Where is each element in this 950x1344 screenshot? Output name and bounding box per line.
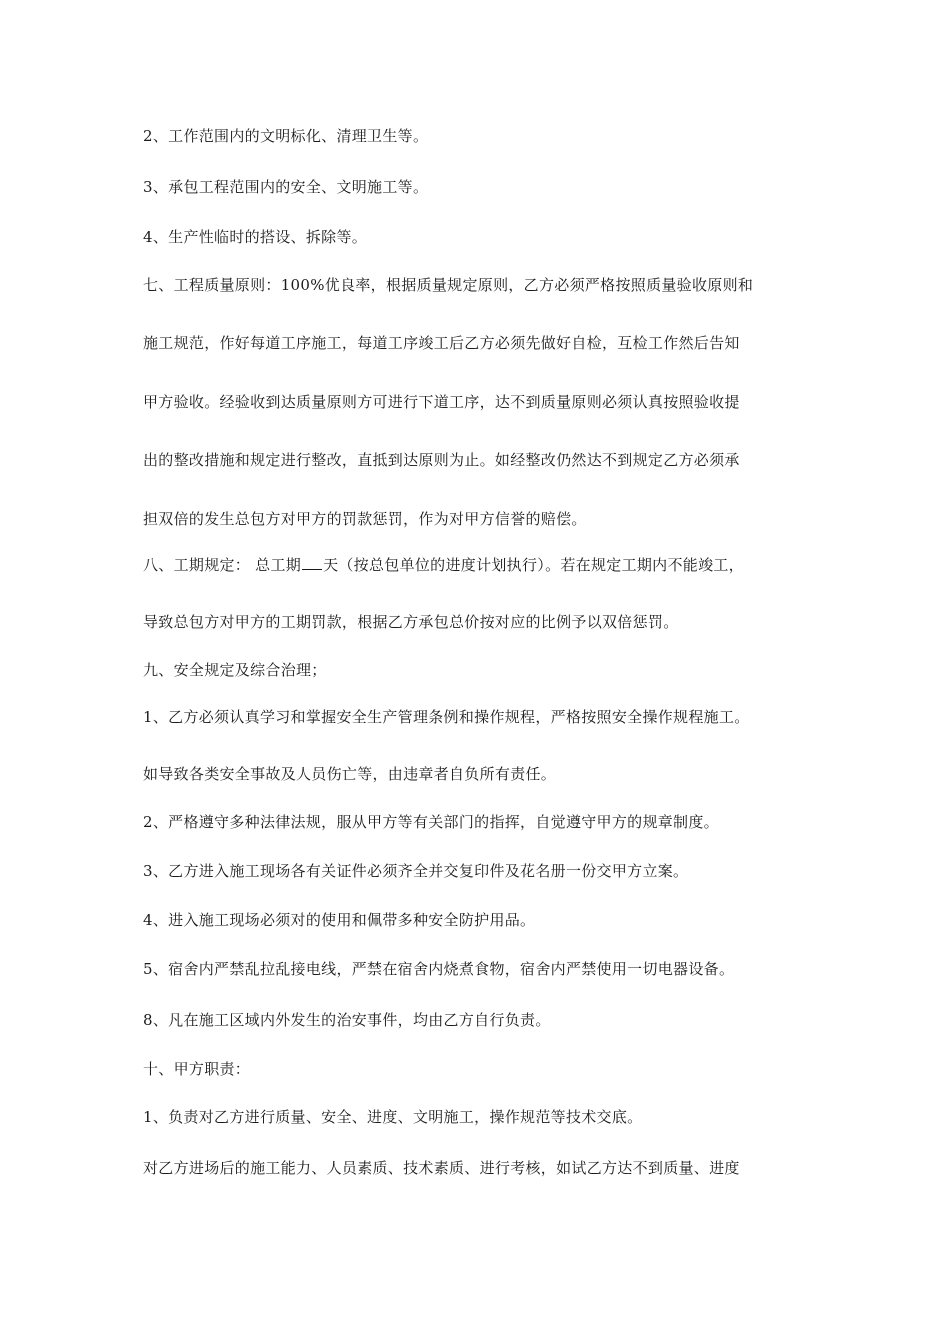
paragraph-line: 出的整改措施和规定进行整改，直抵到达原则为止。如经整改仍然达不到规定乙方必须承 (143, 451, 740, 469)
schedule-days-blank (302, 555, 322, 570)
paragraph-line: 8、凡在施工区域内外发生的治安事件，均由乙方自行负责。 (143, 1011, 551, 1029)
paragraph-line: 1、负责对乙方进行质量、安全、进度、文明施工，操作规范等技术交底。 (143, 1108, 643, 1126)
paragraph-line: 导致总包方对甲方的工期罚款，根据乙方承包总价按对应的比例予以双倍惩罚。 (143, 613, 679, 631)
paragraph-line: 甲方验收。经验收到达质量原则方可进行下道工序，达不到质量原则必须认真按照验收提 (143, 393, 740, 411)
schedule-suffix: 天（按总包单位的进度计划执行）。若在规定工期内不能竣工， (323, 556, 744, 574)
schedule-line (143, 555, 823, 575)
section-seven-line: 七、工程质量原则：100%优良率，根据质量规定原则，乙方必须严格按照质量验收原则和 (143, 276, 754, 294)
paragraph-line: 3、乙方进入施工现场各有关证件必须齐全并交复印件及花名册一份交甲方立案。 (143, 862, 689, 880)
paragraph-line: 担双倍的发生总包方对甲方的罚款惩罚，作为对甲方信誉的赔偿。 (143, 510, 587, 528)
paragraph-line: 2、工作范围内的文明标化、清理卫生等。 (143, 127, 429, 145)
section-nine-heading: 九、安全规定及综合治理； (143, 661, 327, 679)
schedule-prefix: 八、工期规定： 总工期 (143, 556, 302, 574)
paragraph-line: 1、乙方必须认真学习和掌握安全生产管理条例和操作规程，严格按照安全操作规程施工。 (143, 708, 750, 726)
paragraph-line: 对乙方进场后的施工能力、人员素质、技术素质、进行考核，如试乙方达不到质量、进度 (143, 1159, 740, 1177)
section-ten-heading: 十、甲方职责： (143, 1060, 251, 1078)
paragraph-line: 2、严格遵守多种法律法规，服从甲方等有关部门的指挥，自觉遵守甲方的规章制度。 (143, 813, 719, 831)
paragraph-line: 3、承包工程范围内的安全、文明施工等。 (143, 178, 429, 196)
paragraph-line: 4、进入施工现场必须对的使用和佩带多种安全防护用品。 (143, 911, 536, 929)
paragraph-line: 如导致各类安全事故及人员伤亡等，由违章者自负所有责任。 (143, 765, 557, 783)
paragraph-line: 5、宿舍内严禁乱拉乱接电线，严禁在宿舍内烧煮食物，宿舍内严禁使用一切电器设备。 (143, 960, 735, 978)
paragraph-line: 施工规范，作好每道工序施工，每道工序竣工后乙方必须先做好自检，互检工作然后告知 (143, 334, 740, 352)
paragraph-line: 4、生产性临时的搭设、拆除等。 (143, 228, 368, 246)
